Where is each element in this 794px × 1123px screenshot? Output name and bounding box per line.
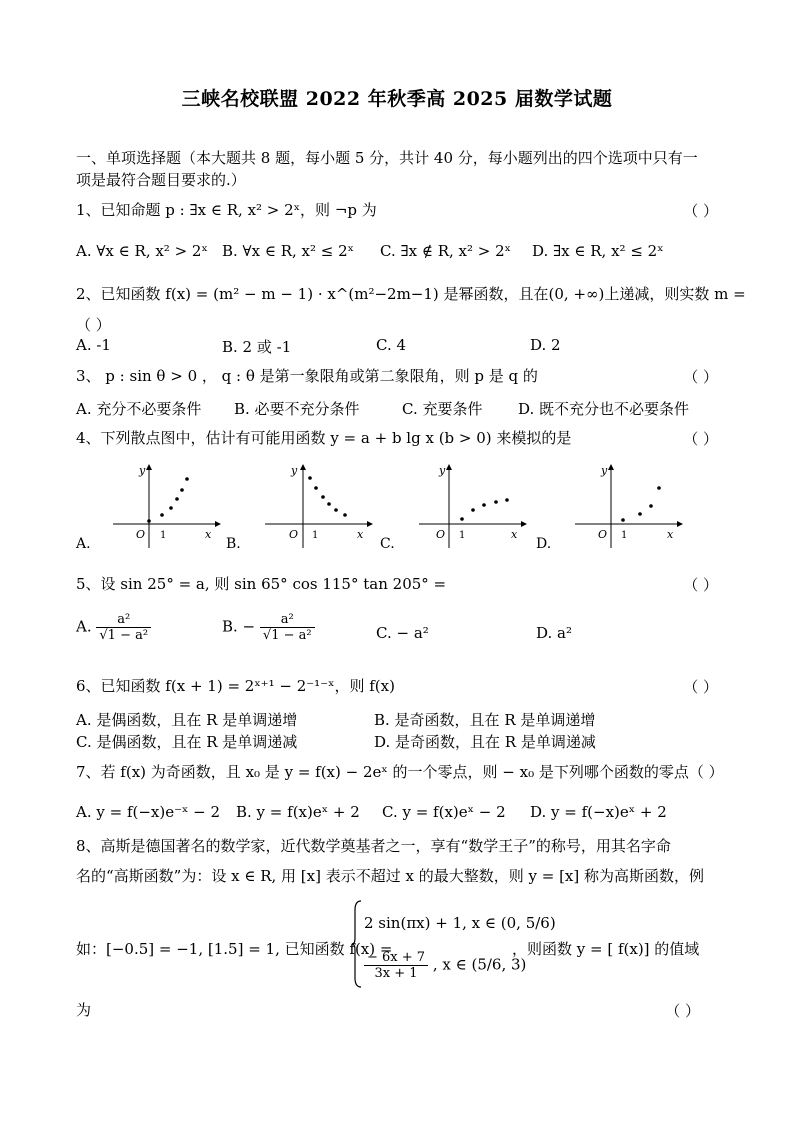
q2-stem: 2、已知函数 f(x) = (m² − m − 1) · x^(m²−2m−1) 是幂函数，且在(0, +∞)上递减，则实数 m = (76, 285, 746, 303)
q1-stem: 1、已知命题 p : ∃x ∈ R, x² > 2ˣ，则 ¬p 为 (76, 201, 377, 219)
q4-b-tick: 1 (312, 530, 319, 541)
q4-a-point (169, 506, 173, 510)
q8-case2-fraction (364, 950, 428, 981)
q4-c-point (482, 503, 486, 507)
q4-b-origin: O (289, 528, 299, 541)
q3-option-b: B. 必要不充分条件 (234, 400, 360, 418)
q4-c-point (460, 517, 464, 521)
q8-case1: 2 sin(πx) + 1, x ∈ (0, 5/6) (364, 914, 556, 932)
q7-option-b: B. y = f(x)eˣ + 2 (236, 803, 360, 821)
q1-option-c: C. ∃x ∉ R, x² > 2ˣ (380, 242, 512, 260)
q4-d-x-label: x (667, 528, 674, 541)
q8-line1: 8、高斯是德国著名的数学家，近代数学奠基者之一，享有“数学王子”的称号，用其名字命 (76, 837, 671, 855)
q4-a-tick: 1 (160, 530, 167, 541)
q4-b-point (308, 476, 312, 480)
q6-option-a: A. 是偶函数，且在 R 是单调递增 (76, 711, 298, 729)
q1-option-b: B. ∀x ∈ R, x² ≤ 2ˣ (222, 242, 355, 260)
q4-option-a: A. (76, 536, 91, 552)
q1-bracket: （ ） (683, 202, 718, 220)
q5-a-denominator: √1 − a² (99, 628, 149, 643)
q4-option-d: D. (536, 536, 552, 552)
q4-c-point (471, 508, 475, 512)
q5-a-label: A. (76, 617, 92, 636)
q1-option-d: D. ∃x ∈ R, x² ≤ 2ˣ (532, 242, 664, 260)
q4-b-x-label: x (357, 528, 364, 541)
q5-option-a (76, 612, 151, 643)
q4-c-point (505, 498, 509, 502)
q5-option-b (222, 612, 315, 643)
q4-b-point (314, 486, 318, 490)
q4-c-origin: O (436, 528, 446, 541)
q5-bracket: （ ） (683, 576, 718, 594)
q4-d-point (638, 512, 642, 516)
q4-b-point (343, 513, 347, 517)
q4-d-tick: 1 (621, 530, 628, 541)
q4-b-point (334, 508, 338, 512)
q3-option-d: D. 既不充分也不必要条件 (518, 400, 690, 418)
q6-option-d: D. 是奇函数，且在 R 是单调递减 (374, 733, 596, 751)
q3-option-c: C. 充要条件 (402, 400, 483, 418)
section-heading-line1: 一、单项选择题（本大题共 8 题，每小题 5 分，共计 40 分，每小题列出的四个选项中只有一 (76, 149, 698, 167)
q4-b-point (327, 502, 331, 506)
q5-a-numerator: a² (96, 612, 151, 628)
q4-a-point (147, 519, 151, 523)
q8-line3-suffix: ，则函数 y = [ f(x)] 的值域 (512, 940, 700, 958)
q8-case2-numerator: − 6x + 7 (364, 950, 428, 966)
q5-option-d: D. a² (536, 624, 572, 642)
q4-d-y-label: y (601, 464, 608, 477)
q4-option-b: B. (226, 536, 241, 552)
q5-b-fraction (260, 612, 315, 643)
q1-option-a: A. ∀x ∈ R, x² > 2ˣ (76, 242, 208, 260)
q7-option-d: D. y = f(−x)eˣ + 2 (530, 803, 667, 821)
q5-a-fraction (96, 612, 151, 643)
q5-b-label: B. − (222, 617, 256, 636)
q4-a-point (160, 513, 164, 517)
q4-graph-b (248, 462, 388, 552)
q8-line2: 名的“高斯函数”为：设 x ∈ R, 用 [x] 表示不超过 x 的最大整数，则 y = [x] 称为高斯函数，例 (76, 867, 705, 885)
q6-option-c: C. 是偶函数，且在 R 是单调递减 (76, 733, 298, 751)
q4-c-x-label: x (511, 528, 518, 541)
q2-option-b: B. 2 或 -1 (222, 338, 292, 356)
q4-c-tick: 1 (459, 530, 466, 541)
q8-line3-prefix: 如：[−0.5] = −1, [1.5] = 1, 已知函数 f(x) = (76, 940, 393, 958)
q8-case2 (364, 950, 526, 981)
q4-a-point (180, 488, 184, 492)
q8-case2-denominator: 3x + 1 (374, 966, 418, 981)
q2-bracket: （ ） (76, 316, 111, 334)
q3-option-a: A. 充分不必要条件 (76, 400, 202, 418)
q4-d-point (621, 518, 625, 522)
q4-d-origin: O (598, 528, 608, 541)
q5-b-numerator: a² (260, 612, 315, 628)
section-heading-line2: 项是最符合题目要求的.） (76, 171, 246, 189)
q7-option-a: A. y = f(−x)e⁻ˣ − 2 (76, 803, 221, 821)
q5-option-c: C. − a² (376, 624, 429, 642)
q4-d-point (657, 486, 661, 490)
q4-graph-a (96, 462, 236, 552)
q3-stem: 3、 p : sin θ > 0 ， q : θ 是第一象限角或第二象限角，则 p 是 q 的 (76, 367, 538, 385)
q4-b-point (321, 495, 325, 499)
q4-a-y-label: y (139, 464, 146, 477)
q4-d-point (649, 504, 653, 508)
q4-bracket: （ ） (683, 430, 718, 448)
q2-option-c: C. 4 (376, 336, 407, 354)
q4-a-point (175, 497, 179, 501)
q8-piecewise-brace (352, 900, 362, 988)
q4-a-point (185, 477, 189, 481)
q4-a-origin: O (136, 528, 146, 541)
q4-a-x-label: x (205, 528, 212, 541)
q4-option-c: C. (380, 536, 395, 552)
q8-case2-domain: , x ∈ (5/6, 3) (432, 955, 527, 974)
q6-stem: 6、已知函数 f(x + 1) = 2ˣ⁺¹ − 2⁻¹⁻ˣ，则 f(x) (76, 677, 395, 695)
q4-c-point (494, 500, 498, 504)
q2-option-a: A. -1 (76, 336, 111, 354)
q5-b-denominator: √1 − a² (262, 628, 312, 643)
q2-option-d: D. 2 (530, 336, 561, 354)
q4-b-y-label: y (291, 464, 298, 477)
q6-bracket: （ ） (683, 678, 718, 696)
q7-option-c: C. y = f(x)eˣ − 2 (382, 803, 506, 821)
q8-bracket: （ ） (665, 1002, 700, 1020)
q7-stem: 7、若 f(x) 为奇函数，且 x₀ 是 y = f(x) − 2eˣ 的一个零点，则 − x₀ 是下列哪个函数的零点（ ） (76, 763, 724, 781)
q4-stem: 4、下列散点图中，估计有可能用函数 y = a + b lg x (b > 0) 来模拟的是 (76, 429, 572, 447)
q4-graph-d (558, 462, 698, 552)
q5-stem: 5、设 sin 25° = a, 则 sin 65° cos 115° tan 205° = (76, 575, 447, 593)
q4-graph-c (402, 462, 542, 552)
q6-option-b: B. 是奇函数，且在 R 是单调递增 (374, 711, 596, 729)
page-title: 三峡名校联盟 2022 年秋季高 2025 届数学试题 (181, 88, 613, 110)
q8-line4: 为 (76, 1001, 92, 1019)
q3-bracket: （ ） (683, 368, 718, 386)
q4-c-y-label: y (439, 464, 446, 477)
